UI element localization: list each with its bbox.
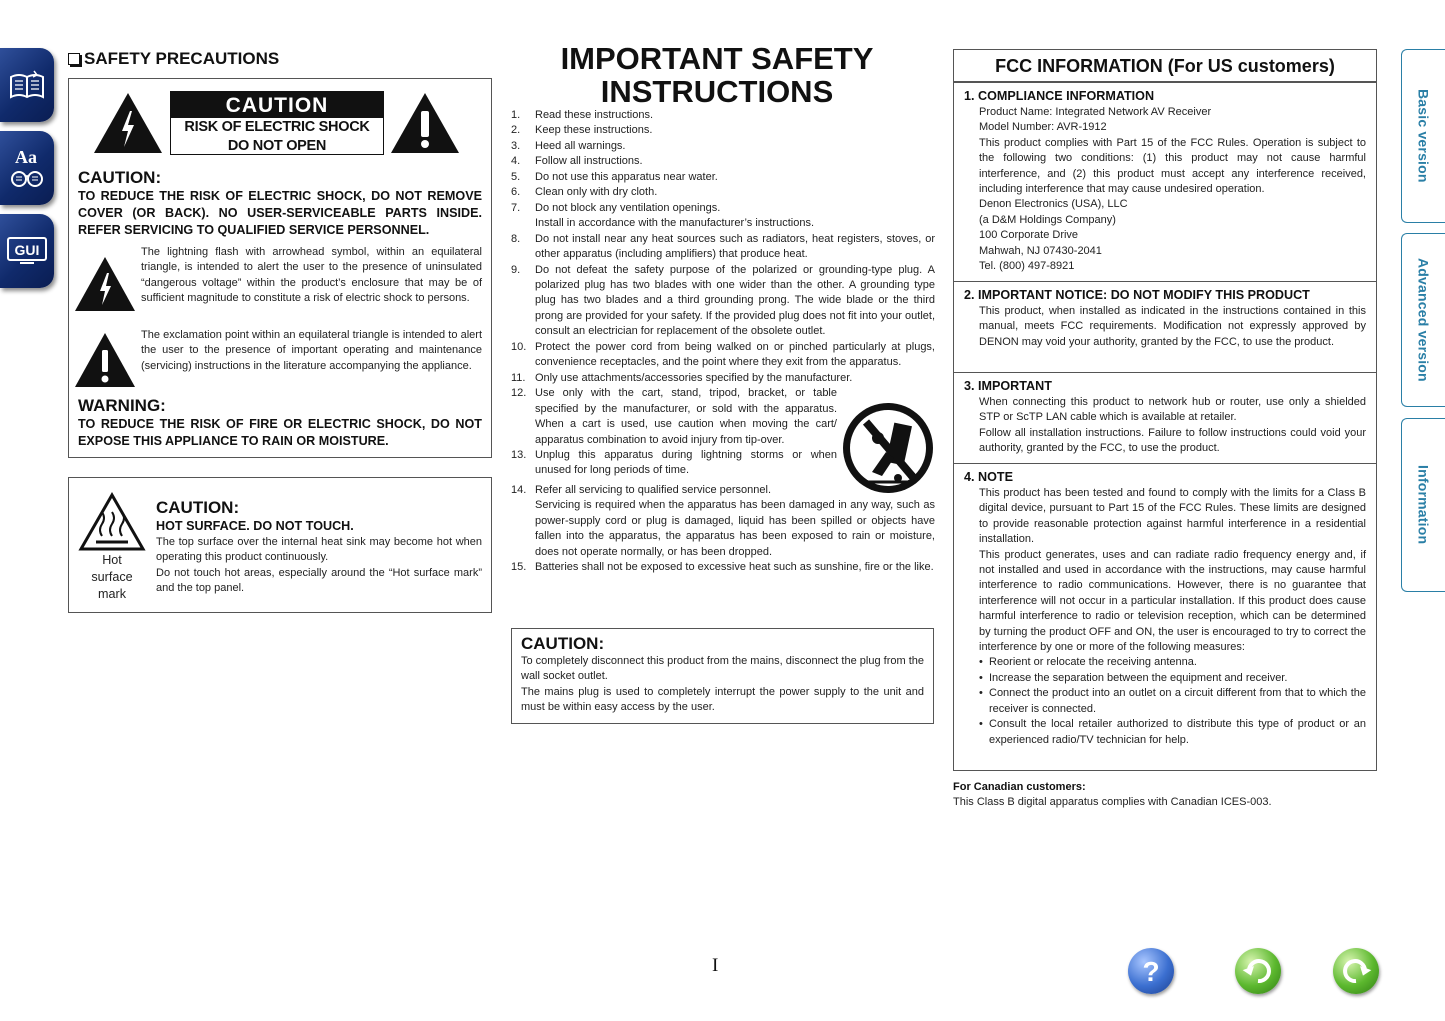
list-item: • Increase the separation between the equipment and receiver.	[979, 671, 1288, 684]
hot-icon-caption: Hot	[102, 553, 122, 567]
mains-caution-text: The mains plug is used to completely interrupt the power supply to the unit and must be within easy access by the user.	[521, 685, 924, 714]
list-item: 4. Follow all instructions.	[511, 155, 643, 168]
list-item: 1. Read these instructions.	[511, 109, 654, 121]
list-item: • Connect the product into an outlet on a circuit different from that to which the receiver is connected.	[979, 687, 1366, 715]
exclamation-description: The exclamation point within an equilateral triangle is intended to alert the user to the presence of important operating and maintenance (servicing) instructions in the literature accompanying the appliance.	[141, 329, 482, 372]
lightning-description: The lightning flash with arrowhead symbol, within an equilateral triangle, is intended to alert the user to the presence of uninsulated “dangerous voltage” within the product’s enclosure that may be of sufficient magnitude to constitute a risk of electric shock to persons.	[141, 246, 482, 305]
warning-text: TO REDUCE THE RISK OF FIRE OR ELECTRIC SHOCK, DO NOT EXPOSE THIS APPLIANCE TO RAIN OR MOISTURE.	[78, 417, 482, 448]
lightning-warning-icon	[74, 256, 136, 312]
forward-arrow-icon	[1333, 948, 1379, 994]
hot-icon-caption: mark	[98, 587, 126, 601]
fcc-text: (a D&M Holdings Company)	[979, 213, 1116, 226]
tab-label: Advanced version	[1415, 258, 1432, 382]
fcc-section-notice	[953, 281, 1377, 373]
forward-button[interactable]	[1333, 948, 1379, 994]
fcc-text: Follow all installation instructions. Failure to follow instructions could void your authority, granted by the FCC, to use the product.	[979, 426, 1366, 455]
caution-label-line: RISK OF ELECTRIC SHOCK	[184, 119, 370, 135]
checkbox-icon	[68, 53, 80, 65]
section-heading: SAFETY PRECAUTIONS	[68, 49, 279, 69]
fcc-text: When connecting this product to network hub or router, use only a shielded STP or ScTP LAN cable which is available at retailer.	[979, 396, 1366, 424]
tab-label: Information	[1415, 465, 1432, 545]
list-item: 9. Do not defeat the safety purpose of the polarized or grounding-type plug. A polarized plug has two blades with one wider than the other. A grounding type plug has two blades and a third grounding prong. The wide blade or the third prong are provided for your safety. If the provided plug does not fit into your outlet, consult an electrician for replacement of the obsolete outlet.	[511, 263, 935, 338]
fcc-text: This product, when installed as indicated in the instructions contained in this manual, meets FCC requirements. Modification not expressly approved by DENON may void your authority, granted by the FCC, to use the product.	[979, 305, 1366, 348]
canada-title: For Canadian customers:	[953, 781, 1086, 793]
fcc-section-important	[953, 372, 1377, 464]
list-item: • Consult the local retailer authorized to distribute this type of product or an experienced radio/TV technician for help.	[979, 718, 1366, 746]
canada-text: This Class B digital apparatus complies with Canadian ICES-003.	[953, 796, 1272, 808]
svg-text:?: ?	[1142, 956, 1160, 987]
hot-caution-title: CAUTION:	[156, 498, 240, 517]
question-icon	[1128, 948, 1174, 994]
page-number: I	[712, 955, 719, 976]
back-arrow-icon	[1235, 948, 1281, 994]
instruction-list	[511, 108, 935, 576]
tab-information[interactable]	[1401, 418, 1445, 592]
mains-caution-title: CAUTION:	[521, 634, 605, 653]
gui-label: GUI	[14, 242, 40, 258]
fcc-section-note	[953, 463, 1377, 771]
tab-basic-version[interactable]	[1401, 49, 1445, 223]
hot-caution-subtitle: HOT SURFACE. DO NOT TOUCH.	[156, 519, 354, 533]
list-item: • Reorient or relocate the receiving antenna.	[979, 656, 1197, 669]
fcc-text: Tel. (800) 497-8921	[979, 260, 1075, 273]
fcc-text: Denon Electronics (USA), LLC	[979, 198, 1128, 211]
list-item: 3. Heed all warnings.	[511, 139, 626, 152]
list-item: 11. Only use attachments/accessories specified by the manufacturer.	[511, 371, 853, 384]
list-item: 5. Do not use this apparatus near water.	[511, 170, 718, 183]
exclamation-warning-icon	[74, 332, 136, 388]
fcc-section-compliance	[953, 82, 1377, 282]
caution-text: TO REDUCE THE RISK OF ELECTRIC SHOCK, DO NOT REMOVE COVER (OR BACK). NO USER-SERVICEABLE PARTS INSIDE. REFER SERVICING TO QUALIFIED SERVICE PERSONNEL.	[78, 189, 482, 237]
fcc-text: Product Name: Integrated Network AV Receiver	[979, 106, 1212, 118]
fcc-text: This product complies with Part 15 of the FCC Rules. Operation is subject to the following two conditions: (1) this product may not cause harmful interference, and (2) this product must accept any interference received, including interference that may cause undesired operation.	[979, 136, 1366, 196]
fcc-section-title: 2. IMPORTANT NOTICE: DO NOT MODIFY THIS PRODUCT	[964, 288, 1310, 302]
font-label: Aa	[15, 147, 37, 167]
back-button[interactable]	[1235, 948, 1281, 994]
help-button[interactable]	[1128, 948, 1174, 994]
list-item: 8. Do not install near any heat sources such as radiators, heat registers, stoves, or other apparatus (including amplifiers) that produce heat.	[511, 232, 935, 261]
lightning-warning-icon	[92, 91, 164, 155]
fcc-text: Mahwah, NJ 07430-2041	[979, 244, 1102, 257]
caution-label-top: CAUTION	[171, 92, 383, 118]
fcc-section-title: 4. NOTE	[964, 470, 1013, 484]
fcc-header: FCC INFORMATION (For US customers)	[953, 49, 1377, 82]
gui-icon[interactable]	[0, 214, 54, 288]
hot-caution-text: The top surface over the internal heat sink may become hot when operating this product continuously.	[156, 536, 482, 564]
cart-tipover-warning-icon	[842, 402, 934, 494]
tab-label: Basic version	[1415, 89, 1432, 183]
list-item: 15. Batteries shall not be exposed to excessive heat such as sunshine, fire or the like.	[511, 561, 934, 574]
fcc-text: This product has been tested and found to comply with the limits for a Class B digital device, pursuant to Part 15 of the FCC Rules. These limits are designed to provide reasonable protection against harmful interference in a residential installation.	[979, 487, 1366, 546]
mains-caution-panel	[511, 628, 934, 724]
list-item: 14. Refer all servicing to qualified service personnel. Servicing is required when the apparatus has been damaged in any way, such as power-supply cord or plug is damaged, liquid has been spilled or objects have fallen into the apparatus, the apparatus has been exposed to rain or moisture, does not operate normally, or has been dropped.	[511, 483, 935, 558]
list-item: 2. Keep these instructions.	[511, 124, 653, 137]
fcc-text: 100 Corporate Drive	[979, 229, 1079, 242]
warning-title: WARNING:	[78, 396, 166, 415]
tab-advanced-version[interactable]	[1401, 233, 1445, 407]
book-icon[interactable]	[0, 48, 54, 122]
mains-caution-text: To completely disconnect this product from the mains, disconnect the plug from the wall socket outlet.	[521, 655, 924, 683]
caution-label-line: DO NOT OPEN	[227, 138, 327, 154]
hot-surface-icon	[78, 492, 146, 552]
list-item: 6. Clean only with dry cloth.	[511, 186, 658, 199]
exclamation-warning-icon	[389, 91, 461, 155]
caution-title: CAUTION:	[78, 168, 162, 187]
caution-label	[170, 91, 384, 155]
list-item: 7. Do not block any ventilation openings. Install in accordance with the manufacturer’s instructions.	[511, 201, 815, 230]
fcc-section-title: 1. COMPLIANCE INFORMATION	[964, 89, 1155, 103]
hot-icon-caption: surface	[91, 570, 133, 584]
list-item: 12. Use only with the cart, stand, tripod, bracket, or table specified by the manufacturer, or sold with the apparatus. When a cart is used, use caution when moving the cart/ apparatus combination to avoid injury from tip-over.	[511, 387, 837, 446]
page-title: IMPORTANT SAFETY INSTRUCTIONS	[560, 41, 874, 109]
list-item: 10. Protect the power cord from being walked on or pinched particularly at plugs, convenience receptacles, and the point where they exit from the apparatus.	[511, 340, 935, 369]
hot-caution-text: Do not touch hot areas, especially around the “Hot surface mark” and the top panel.	[156, 566, 482, 595]
fcc-text: Model Number: AVR-1912	[979, 121, 1107, 134]
fcc-text: This product generates, uses and can radiate radio frequency energy and, if not installed and used in accordance with the instructions, may cause harmful interference to radio communications. However, there is no guarantee that interference will not occur in a particular installation. If this product does cause harmful interference to radio or television reception, which can be determined by turning the product OFF and ON, the user is encouraged to try to correct the interference by one or more of the following measures:	[979, 548, 1366, 654]
list-item: 13. Unplug this apparatus during lightning storms or when unused for long periods of time.	[511, 448, 837, 477]
fcc-section-title: 3. IMPORTANT	[964, 379, 1052, 393]
font-glasses-icon[interactable]	[0, 131, 54, 205]
